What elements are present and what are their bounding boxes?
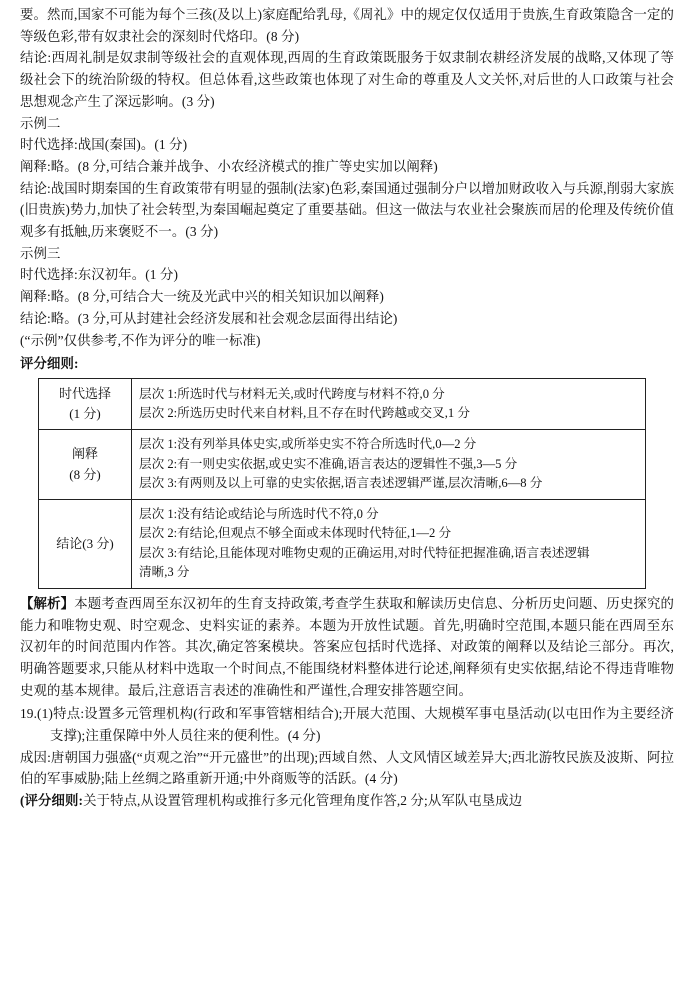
table-row xyxy=(39,499,646,588)
rubric-levels-cell xyxy=(132,378,646,429)
example-heading: 示例二 xyxy=(20,115,61,131)
question-19-rubric-label: (评分细则: xyxy=(20,793,84,809)
analysis-text: 本题考查西周至东汉初年的生育支持政策,考查学生获取和解读历史信息、分析历史问题、历史探究的能力和唯物史观、时空观念、史料实证的素养。本题为开放性试题。首先,明确时空范围,本题只能在西周至东汉初年的时间范围内作答。其次,确定答案模块。答案应包括时代选择、对政策的阐释以及结论三部分。再次,明确答题要求,只能从材料中选取一个时间点,不能围绕材料整体进行论述,阐释须有史实依据,结论不得违背唯物史观的基本规律。最后,注意语言表述的准确性和严谨性,合理安排答题空间。 xyxy=(20,595,674,698)
rubric-category-cell xyxy=(39,430,132,500)
rubric-levels-cell xyxy=(132,499,646,588)
rubric-category-label: 结论(3 分) xyxy=(56,535,114,551)
rubric-category-label: 阐释 xyxy=(71,446,98,462)
rubric-level: 层次 3:有结论,且能体现对唯物史观的正确运用,对时代特征把握准确,语言表述逻辑 xyxy=(139,545,590,560)
paragraph: 结论:西周礼制是奴隶制等级社会的直观体现,西周的生育政策既服务于奴隶制农耕经济发展的战略,又体现了等级社会下的统治阶级的特权。但总体看,这些政策也体现了对生命的尊重及人文关怀,对后世的人口政策与社会思想观念产生了深远影响。(3 分) xyxy=(20,50,674,109)
paragraph: 结论:略。(3 分,可从封建社会经济发展和社会观念层面得出结论) xyxy=(20,310,398,326)
rubric-category-points: (1 分) xyxy=(69,406,101,422)
rubric-level: 层次 2:有一则史实依据,或史实不准确,语言表达的逻辑性不强,3—5 分 xyxy=(139,456,518,471)
question-19-text: (1)特点:设置多元管理机构(行政和军事管辖相结合);开展大范围、大规模军事屯垦活动(以屯田作为主要经济支撑);注重保障中外人员往来的便利性。(4 分) xyxy=(37,706,674,744)
analysis-paragraph xyxy=(20,593,674,702)
rubric-category-points: (8 分) xyxy=(69,466,101,482)
question-19-rubric xyxy=(20,790,674,812)
rubric-level: 层次 2:所选历史时代来自材料,且不存在时代跨越或交叉,1 分 xyxy=(139,406,470,421)
question-19-line xyxy=(20,703,674,746)
rubric-level: 层次 2:有结论,但观点不够全面或未体现时代特征,1—2 分 xyxy=(139,526,452,541)
question-19-rubric-text: 关于特点,从设置管理机构或推行多元化管理角度作答,2 分;从军队屯垦成边 xyxy=(83,793,523,809)
rubric-heading: 评分细则: xyxy=(20,356,79,372)
paragraph: 要。然而,国家不可能为每个三孩(及以上)家庭配给乳母,《周礼》中的规定仅仅适用于贵族,生育政策隐含一定的等级色彩,带有奴隶社会的深刻时代烙印。(8 分) xyxy=(20,7,674,44)
rubric-category-cell xyxy=(39,499,132,588)
analysis-label: 【解析】 xyxy=(20,595,75,611)
question-19-cause: 成因:唐朝国力强盛(“贞观之治”“开元盛世”的出现);西域自然、人文风情区域差异大;西北游牧民族及波斯、阿拉伯的军事威胁;陆上丝绸之路重新开通;中外商贩等的活跃。(4 分) xyxy=(20,749,674,787)
paragraph: 时代选择:战国(秦国)。(1 分) xyxy=(20,137,188,153)
paragraph: 结论:战国时期秦国的生育政策带有明显的强制(法家)色彩,秦国通过强制分户以增加财政收入与兵源,削弱大家族(旧贵族)势力,加快了社会转型,为秦国崛起奠定了重要基础。但这一做法与农业社会聚族而居的伦理及传统价值观多有抵触,历来褒贬不一。(3 分) xyxy=(20,180,674,240)
rubric-category-cell xyxy=(39,378,132,429)
rubric-level: 层次 3:有两则及以上可靠的史实依据,语言表述逻辑严谨,层次清晰,6—8 分 xyxy=(139,476,543,491)
paragraph: 阐释:略。(8 分,可结合大一统及光武中兴的相关知识加以阐释) xyxy=(20,289,384,305)
table-row xyxy=(39,430,646,500)
question-number: 19. xyxy=(20,706,38,722)
rubric-levels-cell xyxy=(132,430,646,500)
rubric-level: 层次 1:没有结论或结论与所选时代不符,0 分 xyxy=(139,506,379,521)
table-row xyxy=(39,378,646,429)
example-heading: 示例三 xyxy=(20,245,61,261)
rubric-level: 层次 1:没有列举具体史实,或所举史实不符合所选时代,0—2 分 xyxy=(139,437,477,452)
rubric-category-label: 时代选择 xyxy=(58,385,111,401)
paragraph: 阐释:略。(8 分,可结合兼并战争、小农经济模式的推广等史实加以阐释) xyxy=(20,158,438,174)
paragraph: 时代选择:东汉初年。(1 分) xyxy=(20,267,179,283)
rubric-table xyxy=(38,378,646,589)
rubric-level: 清晰,3 分 xyxy=(139,565,190,580)
paragraph: (“示例”仅供参考,不作为评分的唯一标准) xyxy=(20,332,261,348)
rubric-level: 层次 1:所选时代与材料无关,或时代跨度与材料不符,0 分 xyxy=(139,386,445,401)
